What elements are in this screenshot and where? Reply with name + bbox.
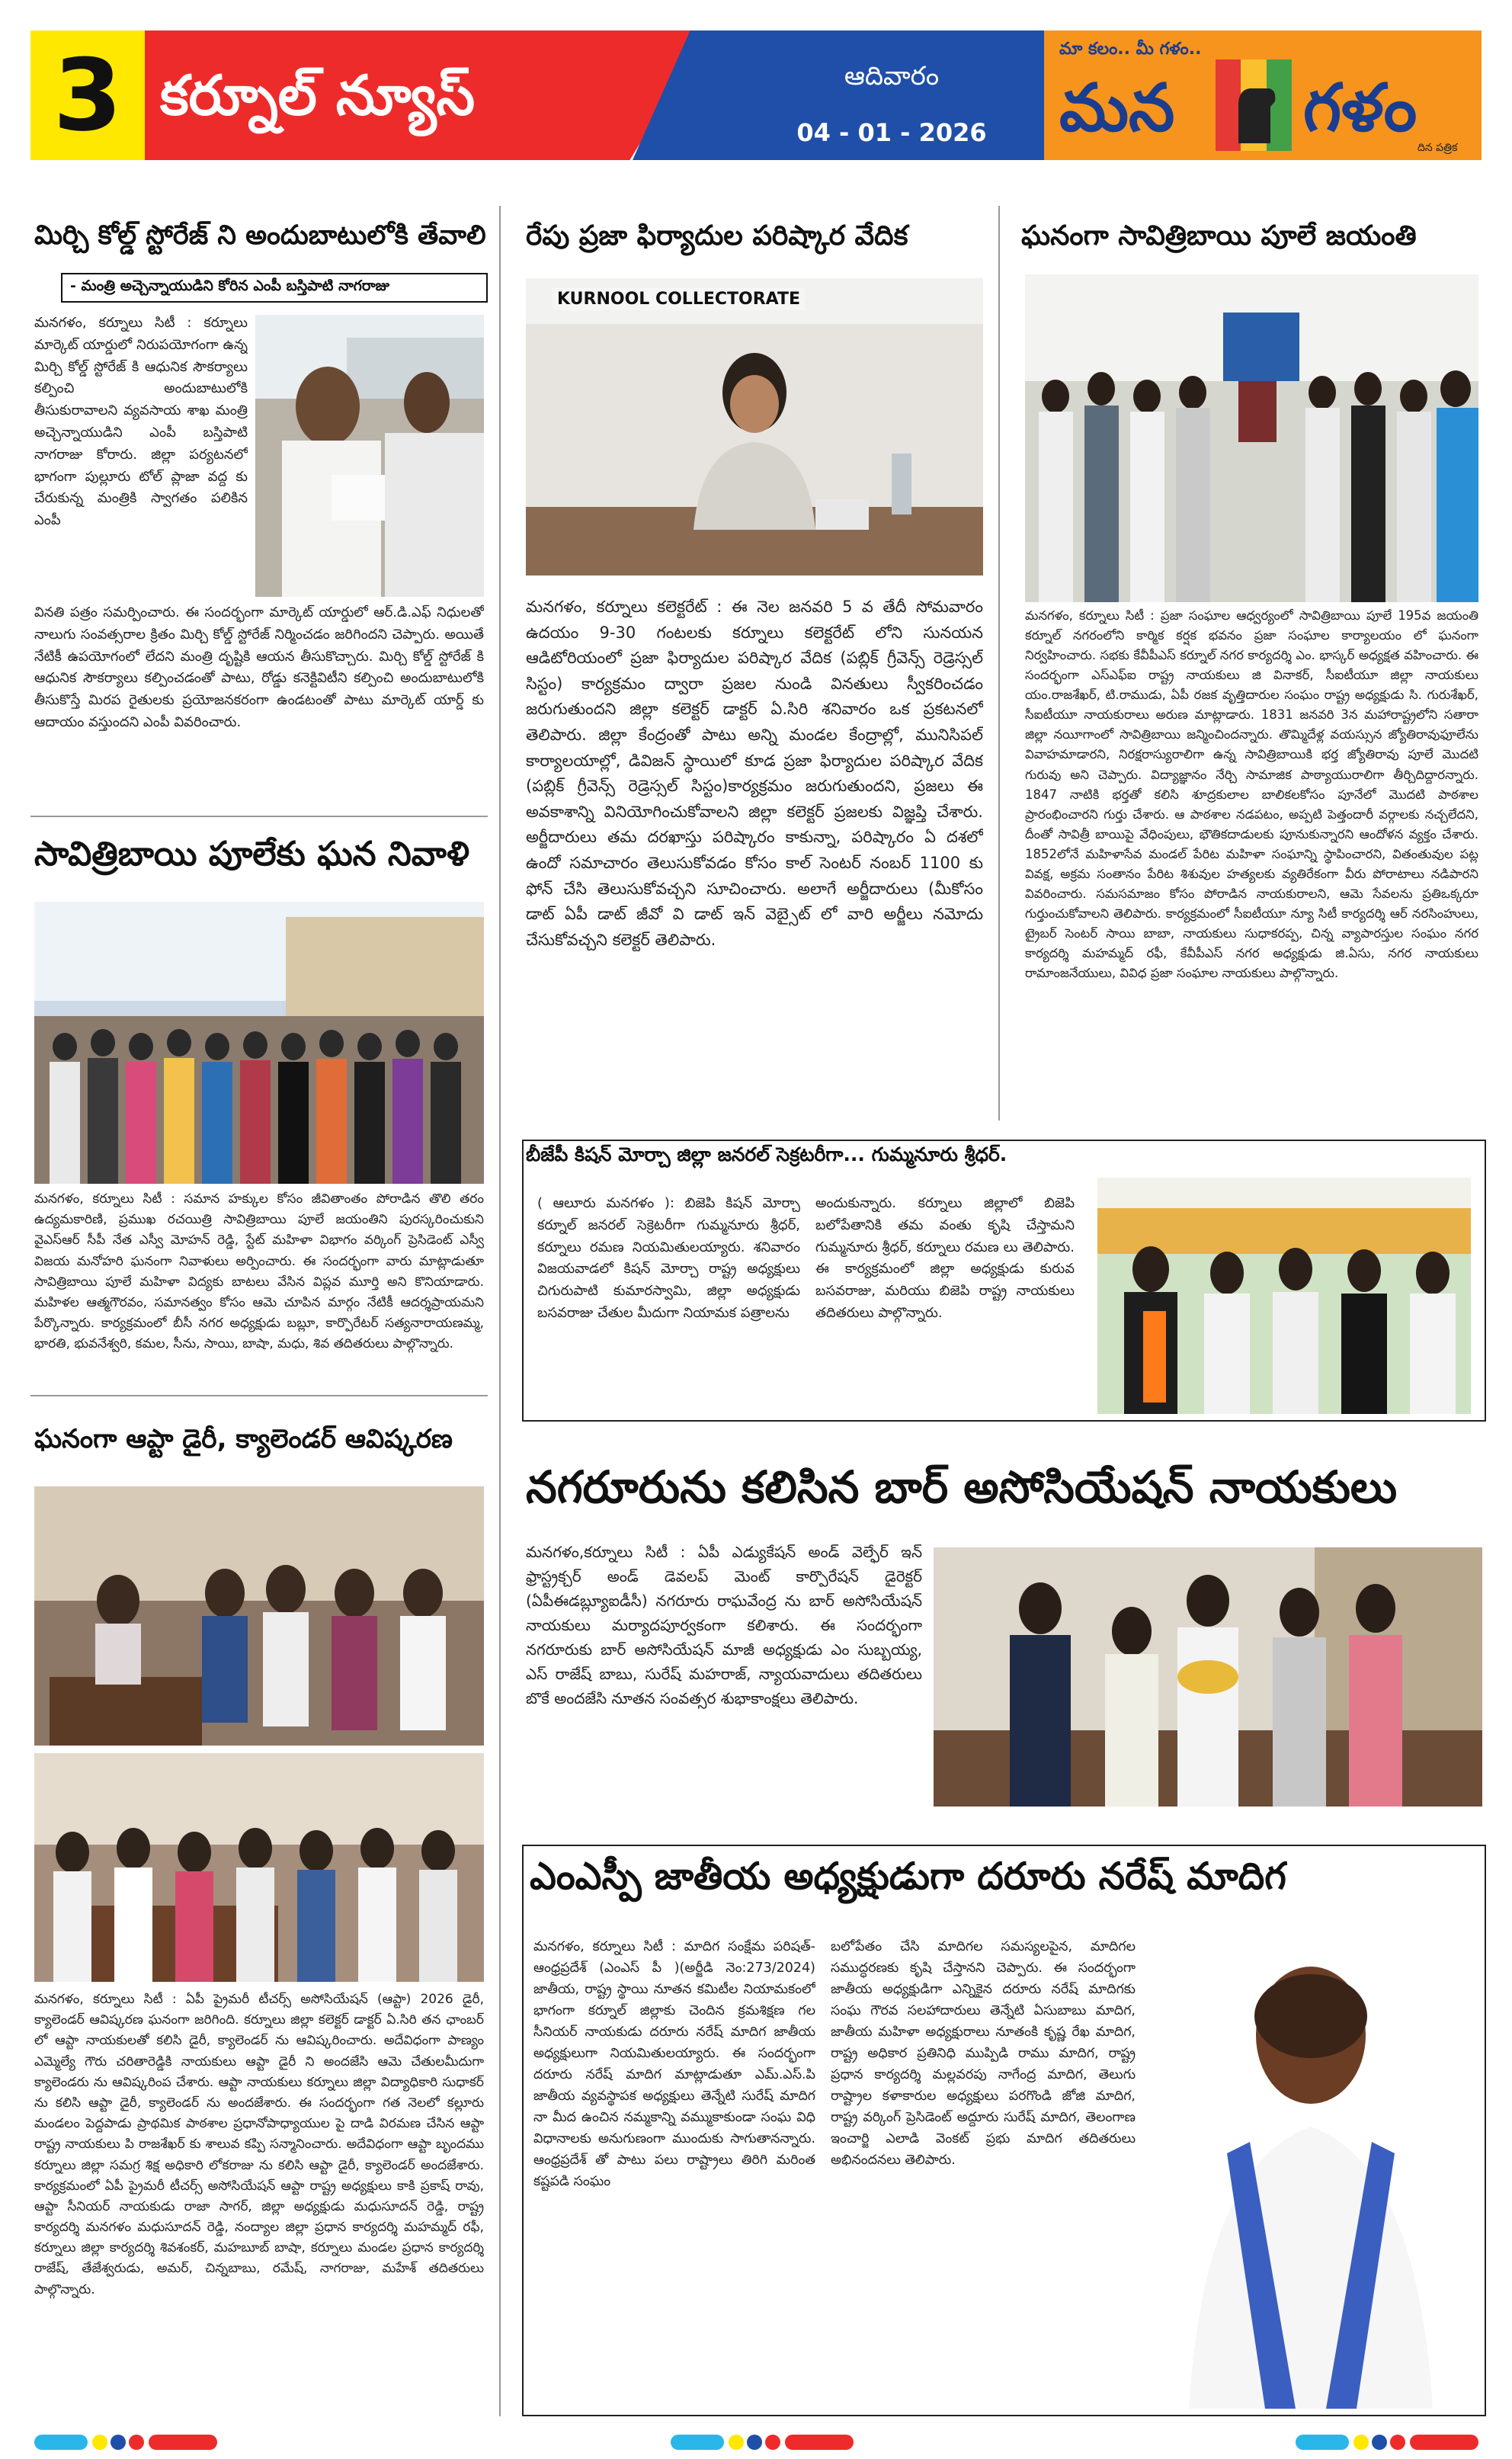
chilli-body-full: వినతి పత్రం సమర్పించారు. ఈ సందర్భంగా మార్కెట్ యార్డులో ఆర్.డి.ఎఫ్ నిధులతో నాలుగు సంవత్సరాల క్రితం మిర్చి కోల్డ్ స్టోరేజ్ నిర్మించడం జరిగిందని చెప్పారు. అయితే నేటికీ ఉపయోగంలో లేదని మంత్రి దృష్టికి ఆయన తీసుకొచ్చారు. మిర్చి కోల్డ్ స్టోరేజ్ కి ఆధునిక సౌకర్యాలు కల్పించడంతో పాటు, రోడ్డు కనెక్టివిటీని కల్పించి అందుబాటులోకి తీసుకొస్తే మిరప రైతులకు ప్రయోజనకరంగా ఉండటంతో పాటు మార్కెట్ యార్డ్ కు ఆదాయం వస్తుందని ఎంపీ వివరించారు.: [34, 604, 484, 730]
bar-body: మనగళం,కర్నూలు సిటీ : ఏపీ ఎడ్యుకేషన్ అండ్ వెల్ఫేర్ ఇన్ ఫ్రాస్ట్రక్చర్ అండ్ డెవలప్ మెంట్ కార్పొరేషన్ డైరెక్టర్ (ఏపీఈడబ్ల్యూఐడీసీ) నగరూరు రాఘవేంద్ర ను బార్ అసోసియేషన్ నాయకులు మర్యాదపూర్వకంగా కలిశారు. ఈ సందర్భంగా నగరూరుకు బార్ అసోసియేషన్ మాజీ అధ్యక్షుడు ఎం సుబ్బయ్య, ఎస్ రాజేష్ బాబు, సురేష్ మహరాజ్, న్యాయవాదులు తదితరులు బొకే అందజేసి నూతన సంవత్సర శుభాకాంక్షలు తెలిపారు.: [526, 1543, 922, 1707]
chilli-subhead: - మంత్రి అచ్చెన్నాయుడిని కోరిన ఎంపీ బస్తిపాటి నాగరాజు: [61, 273, 488, 303]
footer-decoration-right: [1296, 2432, 1478, 2453]
chilli-headline: మిర్చి కోల్డ్ స్టోరేజ్ ని అందుబాటులోకి తేవాలి: [34, 220, 486, 251]
mrps-headline: ఎంఎస్పీ జాతీయ అధ్యక్షుడుగా దరూరు నరేష్ మాదిగ: [530, 1855, 1286, 1898]
mrps-body-right: బలోపేతం చేసి మాదిగల సమస్యలపైన, మాదిగల సముద్ధరణకు కృషి చేస్తానని చెప్పారు. ఈ సందర్భంగా జాతీయ అధ్యక్షుడిగా ఎన్నికైన దరూరు నరేష్ మాదిగకు సంఘ గౌరవ సలహాదారులు తెన్నేటి ఏసుబాబు మాదిగ, జాతీయ మహిళా అధ్యక్షురాలు నూతంకి కృష్ణ రేఖ మాదిగ, రాష్ట్ర అధికార ప్రతినిధి ముప్పిడి రాము మాదిగ, రాష్ట్ర ప్రధాన కార్యదర్శి మల్లవరపు నాగేంద్ర మాదిగ, తెలుగు రాష్ట్రాల కళాకారుల అధ్యక్షులు పరగొండి జోజి మాదిగ, రాష్ట్ర వర్కింగ్ ప్రెసిడెంట్ అద్దూరు సురేష్ మాదిగ, తెలంగాణ ఇంచార్జి ఎలాడి వెంకట్ ప్రభు మాదిగ తదితరులు అభినందనలు తెలిపారు.: [831, 1939, 1136, 2168]
divider: [30, 816, 488, 817]
divider: [30, 1395, 488, 1396]
tribute-body: మనగళం, కర్నూలు సిటీ : సమాన హక్కుల కోసం జీవితాంతం పోరాడిన తొలి తరం ఉద్యమకారిణి, ప్రముఖ రచయిత్రి సావిత్రిబాయి పూలే జయంతిని పురస్కరించుకుని వైఎస్ఆర్ సీపీ నేత ఎస్వీ మోహన్ రెడ్డి, స్టేట్ మహిళా విభాగం వర్కింగ్ ప్రెసిడెంట్ ఎస్వీ విజయ మనోహరి ఘనంగా నివాళులు అర్పించారు. ఈ సందర్భంగా వారు మాట్లాడుతూ సావిత్రిబాయి పూలే మహిళా విద్యకు బాటలు వేసిన విప్లవ మూర్తి అని కొనియాడారు. మహిళల ఆత్మగౌరవం, సమానత్వం కోసం ఆమె చూపిన మార్గం నేటికీ ఆదర్శప్రాయమని పేర్కొన్నారు. కార్యక్రమంలో బీసీ నగర అధ్యక్షుడు బబ్లూ, కార్పొరేటర్ సత్యనారాయణమ్మ, భారతి, భువనేశ్వరి, కమల, సీను, సాయి, బాషా, మధు, శివ తదితరులు పాల్గొన్నారు.: [34, 1191, 484, 1352]
apta-body: మనగళం, కర్నూలు సిటీ : ఏపీ ప్రైమరీ టీచర్స్ అసోసియేషన్ (ఆప్టా) 2026 డైరీ, క్యాలెండర్ ఆవిష్కరణ ఘనంగా జరిగింది. కర్నూలు జిల్లా కలెక్టర్ డాక్టర్ ఏ.సిరి తన ఛాంబర్ లో ఆప్టా నాయకులతో కలిసి డైరీ, క్యాలెండర్ ను ఆవిష్కరించారు. అదేవిధంగా పాణ్యం ఎమ్మెల్యే గౌరు చరితారెడ్డికి నాయకులు ఆప్టా డైరీ ని అందజేసి ఆమె చేతులమీదుగా క్యాలెండరు ను ఆవిష్కరింప చేశారు. ఆప్టా నాయకులు కర్నూలు జిల్లా విద్యాధికారి సుధాకర్ ను కలిసి ఆప్టా డైరీ, క్యాలెండర్ ను అందజేశారు. ఈ సందర్భంగా గత నెలలో కల్లూరు మండలం పెద్దపాడు ప్రాథమిక పాఠశాల ప్రధానోపాధ్యాయుల పై దాడి విరమణ చేసిన ఆప్టా రాష్ట్ర నాయకులు పి రాజశేఖర్ కు శాలువ కప్పి సన్మానించారు. అదేవిధంగా ఆప్టా బృందము కర్నూలు జిల్లా సమగ్ర శిక్ష అధికారి లోకరాజు ను కలిసి ఆప్టా డైరీ, క్యాలెండర్ అందజేశారు. కార్యక్రమంలో ఏపీ ప్రైమరీ టీచర్స్ అసోసియేషన్ ఆప్టా రాష్ట్ర అధ్యక్షులు కాకి ప్రకాష్ రావు, ఆప్టా సీనియర్ నాయకుడు రాజా సాగర్, జిల్లా అధ్యక్షుడు మధుసూదన్ రెడ్డి, రాష్ట్ర కార్యదర్శి మనగళం మధుసూదన్ రెడ్డి, నంద్యాల జిల్లా ప్రధాన కార్యదర్శి మహమ్మద్ రఫీ, కర్నూలు జిల్లా కార్యదర్శి శివశంకర్, మహబూబ్ బాషా, కర్నూలు మండల ప్రధాన కార్యదర్శి రాజేష్, తేజేశ్వరుడు, అమర్, చిన్నబాబు, రమేష్, నాగరాజు, మహేశ్ తదితరులు పాల్గొన్నారు.: [34, 1992, 484, 2297]
grievance-body: మనగళం, కర్నూలు కలెక్టరేట్ : ఈ నెల జనవరి 5 వ తేదీ సోమవారం ఉదయం 9-30 గంటలకు కర్నూలు కలెక్టరేట్ లోని సునయన ఆడిటోరియంలో ప్రజా ఫిర్యాదుల పరిష్కార వేదిక (పబ్లిక్ గ్రీవెన్స్ రెడ్రెస్సల్ సిస్టం) కార్యక్రమం ద్వారా ప్రజల నుండి వినతులు స్వీకరించడం జరుగుతుందని జిల్లా కలెక్టర్ డాక్టర్ ఏ.సిరి శనివారం ఒక ప్రకటనలో తెలిపారు. జిల్లా కేంద్రంతో పాటు అన్ని మండల కేంద్రాల్లో, మునిసిపల్ కార్యాలయాల్లో, డివిజన్ స్థాయిలో కూడ ప్రజా ఫిర్యాదుల పరిష్కార వేదిక (పబ్లిక్ గ్రీవెన్స్ రెడ్రెస్సల్ సిస్టం)కార్యక్రమం జరుగుతుందని, ప్రజలు ఈ అవకాశాన్ని వినియోగించుకోవాలని జిల్లా కలెక్టర్ ప్రజలకు విజ్ఞప్తి చేశారు. అర్జీదారులు తమ దరఖాస్తు పరిష్కారం కాకున్నా, పరిష్కారం ఏ దశలో ఉందో సమాచారం తెలుసుకోవడం కోసం కాల్ సెంటర్ నంబర్ 1100 కు ఫోన్ చేసి తెలుసుకోవచ్చని సూచించారు. అలాగే అర్జీదారులు (మీకోసం డాట్ ఏపీ డాట్ జీవో వి డాట్ ఇన్ వెబ్సైట్ లో వారి అర్జీలు నమోదు చేసుకోవచ్చని కలెక్టర్ తెలిపారు.: [526, 598, 983, 949]
grievance-photo-sign: KURNOOL COLLECTORATE: [553, 288, 805, 310]
tribute-headline: సావిత్రిబాయి పూలేకు ఘన నివాళి: [34, 835, 470, 874]
footer-decoration-center: [671, 2432, 854, 2453]
jayanti-photo: [1025, 274, 1478, 602]
bar-photo: [934, 1547, 1482, 1807]
logo-fist-icon: [1216, 59, 1292, 151]
bjp-body-right: అందుకున్నారు. కర్నూలు జిల్లాలో బిజెపి బలోపేతానికి తమ వంతు కృషి చేస్తామని గుమ్మనూరు శ్రీధర్, కర్నూలు రమణ లు తెలిపారు. ఈ కార్యక్రమంలో జిల్లా అధ్యక్షుడు కురువ బసవరాజు, మరియు బిజెపి రాష్ట్ర నాయకులు తదితరులు పాల్గొన్నారు.: [815, 1195, 1075, 1321]
bjp-photo: [1097, 1178, 1471, 1414]
logo-tagline: మా కలం.. మీ గళం..: [1059, 40, 1202, 59]
apta-photo-2: [34, 1753, 484, 1982]
jayanti-body: మనగళం, కర్నూలు సిటీ : ప్రజా సంఘాల ఆధ్వర్యంలో సావిత్రిబాయి పూలే 195వ జయంతి కర్నూల్ నగరంలోని కార్మిక కర్షక భవనం ప్రజా సంఘాల కార్యాలయం లో ఘనంగా నిర్వహించారు. సభకు కేవీపీఎస్ కర్నూల్ నగర కార్యదర్శి ఎం. భాస్కర్ అధ్యక్షత వహించారు. ఈ సందర్భంగా ఎస్ఎఫ్ఐ రాష్ట్ర నాయకులు జి వినాకర్, సీఐటీయూ జిల్లా నాయకులు యం.రాజశేఖర్, టి.రాముడు, ఏపీ రజక వృత్తిదారుల సంఘం రాష్ట్ర అధ్యక్షుడు సి. గురుశేఖర్, సీఐటీయూ నాయకురాలు అరుణ మాట్లాడారు. 1831 జనవరి 3న మహారాష్ట్రలోని సతారా జిల్లా నయీగాంలో సావిత్రిబాయి జన్మించిందన్నారు. తొమ్మిదేళ్ల వయస్సున జ్యోతిరావుఫూలేను వివాహమాడారని, నిరక్షరాస్యురాలిగా ఉన్న సావిత్రిబాయికి భర్త జ్యోతిరావు పూలే మొదటి గురువు అని చెప్పారు. విద్యాజ్ఞానం నేర్చి సామాజిక పాఠ్యాయురాలిగా తీర్చిదిద్దారన్నారు. 1847 నాటికి భర్తతో కలిసి శూద్రకులాల బాలికలకోసం పూనేలో మొదటి పాఠశాల ప్రారంభించారని గుర్తు చేశారు. ఆ పాఠశాల నడపటం, అప్పటి పెత్తందారీ వర్గాలకు నచ్చలేదని, దీంతో సావిత్రీ బాయిపై వేధింపులు, భౌతికదాడులకు పూనుకున్నారని ఆందోళన వ్యక్తం చేశారు. 1852లోనే మహిళాసేవ మండల్ పేరిట మహిళా సంఘాన్ని స్థాపించారని, వితంతువుల పట్ల వివక్ష, అక్రమ సంతానం పేరిట శిశువుల హత్యలకు వ్యతిరేకంగా వీరు పోరాటాలు నడిపారని వివరించారు. సమసమాజం కోసం పోరాడిన నాయకురాలని, ఆమె సేవలను ప్రతిఒక్కరూ గుర్తుంచుకోవాలని తెలిపారు. కార్యక్రమంలో సీఐటీయూ న్యూ సిటీ కార్యదర్శి ఆర్ నరసింహులు, ట్రైబర్ సెంటర్ సాయి బాబా, నాయకులు సుధాకరప్ప, చిన్న వ్యాపారస్తుల సంఘం నగర కార్యదర్శి మహమ్మద్ రఫీ, కేవీపీఎస్ నగర అధ్యక్షుడు జి.ఏసు, నగర నాయకులు రామాంజనేయులు, వివిధ ప్రజా సంఘాల నాయకులు పాల్గొన్నారు.: [1025, 608, 1478, 981]
jayanti-headline: ఘనంగా సావిత్రిబాయి పూలే జయంతి: [1021, 220, 1417, 252]
apta-headline: ఘనంగా ఆప్టా డైరీ, క్యాలెండర్ ఆవిష్కరణ: [34, 1424, 453, 1454]
mrps-body-left: మనగళం, కర్నూలు సిటీ : మాదిగ సంక్షేమ పరిషత్-ఆంధ్రప్రదేశ్ (ఎంఎస్ పీ )(అర్జీడి నెం:273/2024) జాతీయ, రాష్ట్ర స్థాయి నూతన కమిటీల నియామకంలో భాగంగా కర్నూల్ జిల్లాకు చెందిన క్రమశిక్షణ గల సీనియర్ నాయకుడు దరూరు నరేష్ మాదిగ జాతీయ అధ్యక్షులుగా నియమితులయ్యారు. ఈ సందర్భంగా దరూరు నరేష్ మాదిగ మాట్లాడుతూ ఎమ్.ఎస్.పి జాతీయ వ్యవస్థాపక అధ్యక్షులు తెన్నేటి సురేష్ మాదిగ నా మీద ఉంచిన నమ్మకాన్ని వమ్ముకాకుండా సంఘ విధి విధానాలకు అనుగుణంగా ముందుకు సాగుతానన్నారు. ఆంధ్రప్రదేశ్ తో పాటు పలు రాష్ట్రాలు తిరిగి మరింత కష్టపడి సంఘం: [533, 1939, 815, 2189]
column-divider: [998, 206, 1000, 1120]
grievance-headline: రేపు ప్రజా ఫిర్యాదుల పరిష్కార వేదిక: [526, 220, 908, 252]
footer-decoration-left: [34, 2432, 217, 2453]
grievance-photo: [526, 278, 983, 575]
logo-subtitle: దిన పత్రిక: [1418, 142, 1458, 154]
tribute-photo: [34, 902, 484, 1184]
chilli-body-side: మనగళం, కర్నూలు సిటీ : కర్నూలు మార్కెట్ యార్డులో నిరుపయోగంగా ఉన్న మిర్చి కోల్డ్ స్టోరేజ్ కి ఆధునిక సౌకర్యాలు కల్పించి అందుబాటులోకి తీసుకురావాలని వ్యవసాయ శాఖ మంత్రి అచ్చెన్నాయుడిని ఎంపీ బస్తిపాటి నాగరాజు కోరారు. జిల్లా పర్యటనలో భాగంగా పుల్లూరు టోల్ ప్లాజా వద్ద కు చేరుకున్న మంత్రికి స్వాగతం పలికిన ఎంపీ: [34, 315, 248, 529]
bjp-headline: బీజేపీ కిషన్ మోర్చా జిల్లా జనరల్ సెక్రటరీగా... గుమ్మనూరు శ్రీధర్.: [526, 1143, 1007, 1165]
apta-photo-1: [34, 1486, 484, 1746]
page-number: 3: [53, 37, 123, 153]
mrps-photo: [1143, 1936, 1478, 2409]
bar-headline: నగరూరును కలిసిన బార్ అసోసియేషన్ నాయకులు: [526, 1461, 1398, 1513]
day-label: ఆదివారం: [844, 61, 940, 91]
date-label: 04 - 01 - 2026: [796, 118, 987, 147]
logo-name-right: గళం: [1303, 70, 1418, 146]
section-title: కర్నూల్ న్యూస్: [160, 63, 476, 127]
chilli-photo: [255, 315, 484, 597]
bjp-body-left: ( ఆలూరు మనగళం ): బిజెపి కిషన్ మోర్చా కర్నూల్ జనరల్ సెక్రెటరీగా గుమ్మనూరు శ్రీధర్, కర్నూలు రమణ నియమితులయ్యారు. శనివారం విజయవాడలో కిషన్ మోర్చా రాష్ట్ర అధ్యక్షులు చిగురుపాటి కుమారస్వామి, జిల్లా అధ్యక్షుడు బసవరాజు చేతుల మీదుగా నియామక పత్రాలను: [537, 1195, 800, 1321]
column-divider: [499, 206, 501, 2416]
logo-name-left: మన: [1059, 70, 1175, 146]
